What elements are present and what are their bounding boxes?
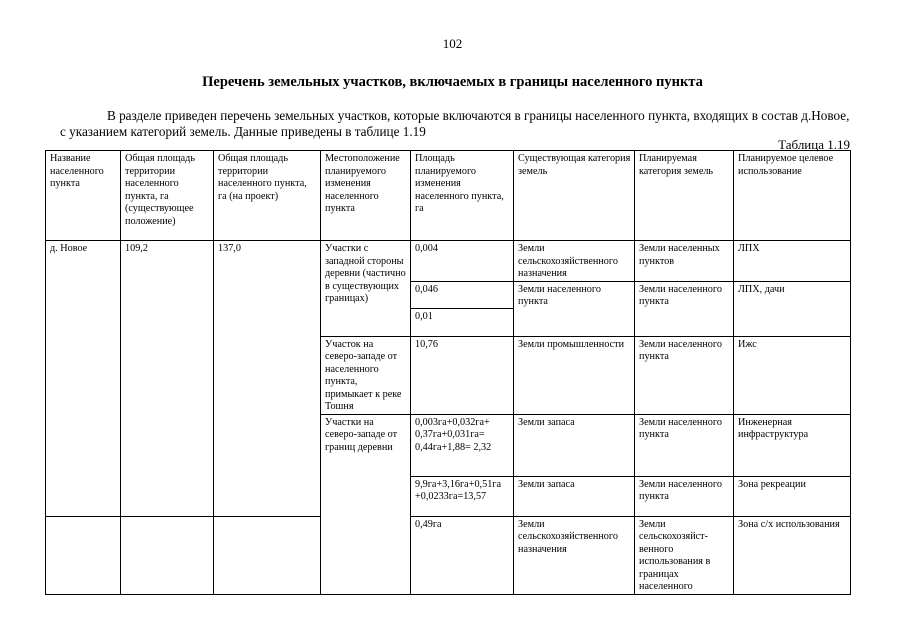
planned-category-cell: Земли населенного пункта bbox=[635, 336, 734, 414]
location-west: Участки с западной стороны деревни (частично в существующих границах) bbox=[321, 241, 411, 337]
existing-category-cell: Земли запаса bbox=[514, 476, 635, 516]
area-cell: 0,003га+0,032га+ 0,37га+0,031га= 0,44га+1,88= 2,32 bbox=[411, 414, 514, 476]
existing-category-cell: Земли промышленности bbox=[514, 336, 635, 414]
existing-category-cell: Земли населенного пункта bbox=[514, 281, 635, 336]
settlement-area-existing: 109,2 bbox=[121, 241, 214, 517]
empty-cell bbox=[46, 516, 121, 594]
table-row bbox=[46, 241, 851, 282]
land-plots-table bbox=[45, 150, 851, 595]
intro-text: В разделе приведен перечень земельных участков, которые включаются в границы населенного пункта, входящих в состав д.Новое, с указанием категорий земель. Данные приведены в таблице 1.19 bbox=[60, 108, 850, 139]
area-cell: 0,49га bbox=[411, 516, 514, 594]
table-header-row bbox=[46, 151, 851, 241]
location-nw-tosha: Участок на северо-западе от населенного пункта, примыкает к реке Тошня bbox=[321, 336, 411, 414]
existing-category-cell: Земли запаса bbox=[514, 414, 635, 476]
planned-category-cell: Земли населенного пункта bbox=[635, 476, 734, 516]
planned-category-cell: Земли населенного пункта bbox=[635, 281, 734, 336]
area-cell: 0,046 bbox=[411, 281, 514, 308]
planned-use-cell: Инженерная инфраструктура bbox=[734, 414, 851, 476]
page-title: Перечень земельных участков, включаемых в границы населенного пункта bbox=[202, 74, 703, 90]
area-cell: 10,76 bbox=[411, 336, 514, 414]
header-location: Местоположение планируемого изменения населенного пункта bbox=[321, 151, 411, 241]
empty-cell bbox=[214, 516, 321, 594]
header-existing-category: Существующая категория земель bbox=[514, 151, 635, 241]
settlement-name: д. Новое bbox=[46, 241, 121, 517]
planned-category-cell: Земли населенного пункта bbox=[635, 414, 734, 476]
existing-category-cell: Земли сельскохозяйственного назначения bbox=[514, 241, 635, 282]
planned-use-cell: Ижс bbox=[734, 336, 851, 414]
area-cell: 0,01 bbox=[411, 308, 514, 336]
header-area-project: Общая площадь территории населенного пункта, га (на проект) bbox=[214, 151, 321, 241]
planned-use-cell: Зона рекреации bbox=[734, 476, 851, 516]
planned-category-cell: Земли сельскохозяйст- венного использования в границах населенного bbox=[635, 516, 734, 594]
page-number: 102 bbox=[442, 36, 463, 51]
header-planned-category: Планируемая категория земель bbox=[635, 151, 734, 241]
table-row bbox=[46, 516, 851, 594]
header-area-existing: Общая площадь территории населенного пункта, га (существующее положение) bbox=[121, 151, 214, 241]
planned-category-cell: Земли населенных пунктов bbox=[635, 241, 734, 282]
planned-use-cell: ЛПХ, дачи bbox=[734, 281, 851, 336]
planned-use-cell: Зона с/х использования bbox=[734, 516, 851, 594]
table-caption: Таблица 1.19 bbox=[778, 137, 850, 152]
intro-paragraph bbox=[60, 108, 852, 140]
header-name: Название населенного пункта bbox=[46, 151, 121, 241]
location-nw-borders: Участки на северо-западе от границ деревни bbox=[321, 414, 411, 594]
planned-use-cell: ЛПХ bbox=[734, 241, 851, 282]
settlement-area-project: 137,0 bbox=[214, 241, 321, 517]
area-cell: 9,9га+3,16га+0,51га +0,0233га=13,57 bbox=[411, 476, 514, 516]
header-area-change: Площадь планируемого изменения населенного пункта, га bbox=[411, 151, 514, 241]
header-planned-use: Планируемое целевое использование bbox=[734, 151, 851, 241]
area-cell: 0,004 bbox=[411, 241, 514, 282]
empty-cell bbox=[121, 516, 214, 594]
existing-category-cell: Земли сельскохозяйственного назначения bbox=[514, 516, 635, 594]
